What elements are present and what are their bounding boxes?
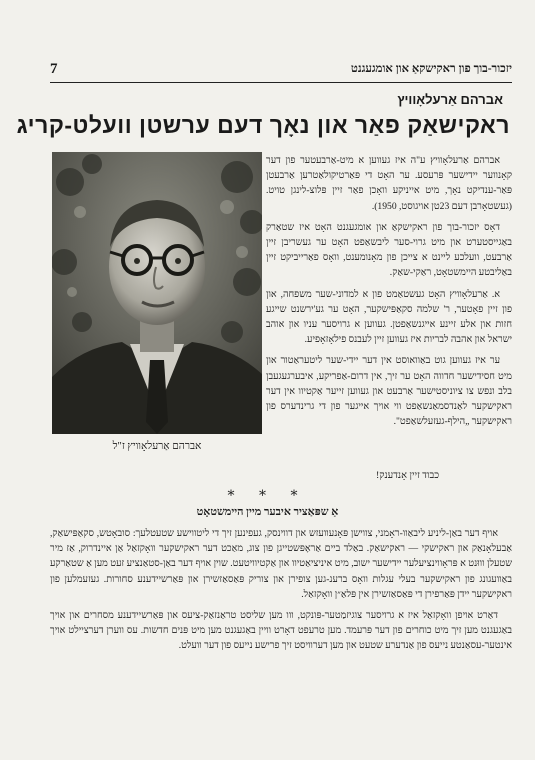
article-title: ראקישאַק פאַר און נאָך דעם ערשטן וועלט-קריג: [16, 112, 510, 138]
article-intro-column: [266, 153, 512, 435]
intro-paragraph: דאָס יזכור-בוך פון ראקישקאַ און אומגעגנט האָט איז שטאַרק באַגייסטערט און מיט גרוי-סער ליבשאַפט האָט ער געשריבן זיין אַרבעט, וועלכע ליינט א צייכן פון מאָנומענט, וואָס פאַרייביקט זיין באַליבטע היימשטאָט, ראַקי-שאַק.: [266, 221, 512, 279]
body-paragraph: דאַרט אויפן וואָקזאַל איז א גרויסער צוגיזמַטער-פּונקט, ווו מען שליסט טראַנזאַק-ציעס און פּאַרשיידענע מסחרים און אויך באַגעגנט מען זיך מיט כוחרים פון דער פּרעמד. מען טרעפט דאָרט וויין באַגעגנט מען מיט פּנים חדשות. עס ווערן דערציילט אויך אינטער-עסאַנטע נייעס פון אַנדערע שטעט און מען דערוויסט זיך פרישע נייעס פון דער וועלט.: [50, 610, 512, 652]
page-number: 7: [50, 60, 58, 77]
header-rule: [50, 82, 512, 83]
intro-paragraph: ער איז געווען גוט באַוואוסט אין דער יידי-שער ליטעראַטור און מיט חסידישער חדווה האָט ער זיך, אין דרום-אַפריקע, איבערגעגעבן בלב ונפש צו ציוניסטישער אַרבעט און געווען זייער אַקטיוו אין דער ראקישקער לאַנדסמאַנשאַפט ווי אויך אייגער פון די גרינדערס פון ראקישקער „הילף-געזעלשאַפט".: [266, 355, 512, 428]
section-heading: אַ שפּאַציר איבער מיין היימשטאָט: [196, 506, 339, 518]
intro-paragraph: א. אַרעלאָוויץ האָט געשטאַמט פון א למדוני-שער משפחה, און פון זיין פאָטער, ר' שלמה סקאַפּישקער, האָט ער גע'ירשנט שייגע חזות און אלע זיינע אייגנשאַפטן. געווען א גרויסער עניו און אוהב ישראל און אהבה לבריות איז געווען זיין לעבנס פילאָזאָפיע.: [266, 288, 512, 346]
page-header: [50, 60, 512, 78]
photo-caption: אברהם אַרעלאָוויץ ז"ל: [112, 441, 202, 452]
section-divider-stars: * * *: [227, 488, 308, 504]
memorial-greeting: כבוד זיין אָנדענק!: [375, 470, 439, 481]
section-body: [50, 526, 512, 654]
running-head: יזכור-בוך פון ראקישקאַ און אומגעגנט: [350, 63, 512, 75]
article-author: אברהם אַרעלאָוויץ: [397, 92, 503, 107]
intro-paragraph: אברהם אַרעלאָוויץ ע"ה איז געווען א מיט-אַרבעטער פון דער קאָנווער יידישער פּרעסע. ער האָט די פּאַרטיקולאַטרען אַרבעטן פּאַר-ענדיקט נאָך, מיט אייניקע וואָכן פאַר זיין פּלוצ-לינגן טויט. (געשטאָרבן דעם 23טן אויגוסט, 1950).: [266, 155, 512, 212]
author-portrait-photo: [52, 152, 262, 434]
body-paragraph: אויף דער באַן-ליניע ליבאַוו-ראָמני, צווישן פּאָנעוועזש און דווינסק, געפינען זיך די ליטווישע שטעטלעך: סובאָטש, סקאַפּישאַק, אַבעלאָנאַק און ראקישקי — ראקישאַק. באַלד ביים אַראָפּשטייגן פון צוג, מאַכט דער ראקישקער וואָקזאַל אַן איינדרוק, אַז מיר שטעלן וווּנט א פּראָווינציעלער יידישער ישוב, מיט איניציאַטיוו און אַקטיוויטעט. שוין אויף דער באַן-סטאַנציע זעט מען אַ שטאַרקע באַוועגונג פון ראקישקער בעלי עגלות וואָס ברענ-גען צופירן און צוריק פּאַסאַזשירן און פּאַרשיידענע סחורות. געזעמלען פון ראקישקער יידן פּאַרפירן די פּאַסאַזשירן אין פּלאַ״ן וואָקזאַל.: [50, 528, 512, 600]
